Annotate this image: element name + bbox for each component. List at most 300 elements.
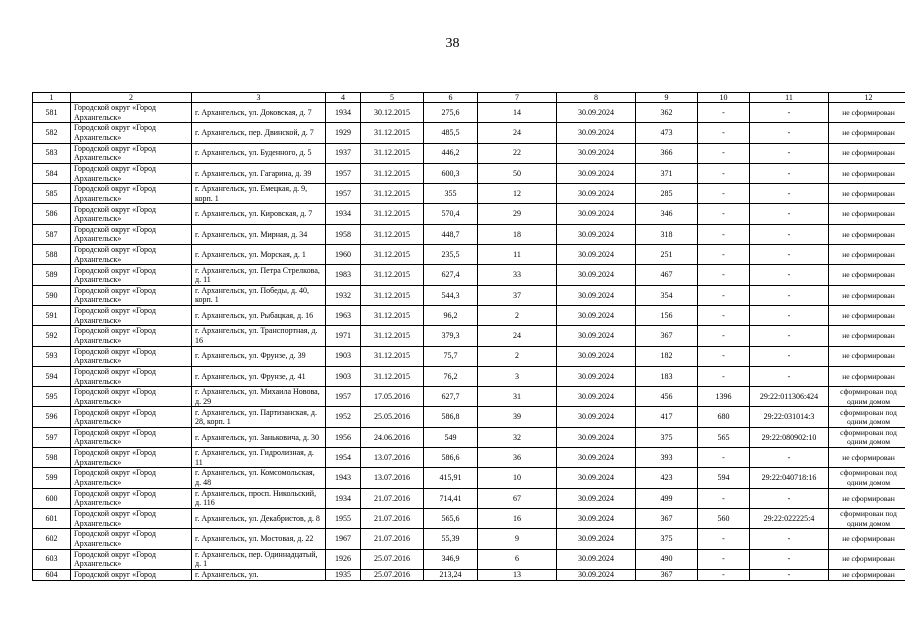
row-district: Городской округ «Город Архангельск» xyxy=(71,305,192,325)
table-body xyxy=(33,93,905,581)
row-number: 584 xyxy=(33,163,71,183)
row-status: не сформирован xyxy=(829,245,905,265)
table-row xyxy=(33,143,905,163)
row-year: 1937 xyxy=(326,143,361,163)
row-year: 1971 xyxy=(326,326,361,346)
table-row xyxy=(33,508,905,528)
row-year: 1903 xyxy=(326,366,361,386)
row-deadline: 30.09.2024 xyxy=(557,123,636,143)
row-status: не сформирован xyxy=(829,143,905,163)
column-header: 6 xyxy=(424,93,478,103)
column-header: 1 xyxy=(33,93,71,103)
row-area: 446,2 xyxy=(424,143,478,163)
row-deadline: 30.09.2024 xyxy=(557,103,636,123)
row-year: 1934 xyxy=(326,488,361,508)
table-row xyxy=(33,224,905,244)
row-cadastral-number: - xyxy=(750,326,829,346)
table-row xyxy=(33,285,905,305)
row-cadastral-number: - xyxy=(750,488,829,508)
row-residents: 36 xyxy=(478,448,557,468)
row-year: 1955 xyxy=(326,508,361,528)
row-value-9: 473 xyxy=(636,123,698,143)
table-row xyxy=(33,346,905,366)
column-header: 9 xyxy=(636,93,698,103)
row-value-10: - xyxy=(698,488,750,508)
table-row xyxy=(33,488,905,508)
row-address: г. Архангельск, пер. Одиннадцатый, д. 1 xyxy=(192,549,326,569)
row-value-10: - xyxy=(698,184,750,204)
row-address: г. Архангельск, ул. Гагарина, д. 39 xyxy=(192,163,326,183)
row-value-9: 285 xyxy=(636,184,698,204)
row-district: Городской округ «Город Архангельск» xyxy=(71,468,192,488)
row-residents: 37 xyxy=(478,285,557,305)
row-district: Городской округ «Город Архангельск» xyxy=(71,123,192,143)
table-row xyxy=(33,549,905,569)
row-status: не сформирован xyxy=(829,366,905,386)
row-cadastral-number: 29:22:080902:10 xyxy=(750,427,829,447)
row-deadline: 30.09.2024 xyxy=(557,224,636,244)
row-value-9: 367 xyxy=(636,326,698,346)
row-number: 598 xyxy=(33,448,71,468)
row-date: 31.12.2015 xyxy=(361,265,424,285)
row-number: 604 xyxy=(33,569,71,580)
row-value-10: - xyxy=(698,549,750,569)
row-number: 600 xyxy=(33,488,71,508)
row-value-9: 467 xyxy=(636,265,698,285)
row-year: 1983 xyxy=(326,265,361,285)
row-area: 55,39 xyxy=(424,529,478,549)
row-address: г. Архангельск, ул. Партизанская, д. 28, корп. 1 xyxy=(192,407,326,427)
row-address: г. Архангельск, ул. Буденного, д. 5 xyxy=(192,143,326,163)
row-address: г. Архангельск, ул. Заньковича, д. 30 xyxy=(192,427,326,447)
row-date: 25.05.2016 xyxy=(361,407,424,427)
column-header: 7 xyxy=(478,93,557,103)
row-status: не сформирован xyxy=(829,305,905,325)
page-number: 38 xyxy=(445,36,460,51)
row-year: 1935 xyxy=(326,569,361,580)
row-value-9: 318 xyxy=(636,224,698,244)
row-value-10: - xyxy=(698,103,750,123)
row-area: 379,3 xyxy=(424,326,478,346)
row-status: не сформирован xyxy=(829,265,905,285)
row-date: 31.12.2015 xyxy=(361,143,424,163)
row-residents: 24 xyxy=(478,326,557,346)
row-value-9: 499 xyxy=(636,488,698,508)
row-status: не сформирован xyxy=(829,346,905,366)
row-value-9: 417 xyxy=(636,407,698,427)
row-residents: 12 xyxy=(478,184,557,204)
row-residents: 14 xyxy=(478,103,557,123)
row-status: не сформирован xyxy=(829,488,905,508)
row-address: г. Архангельск, просп. Никольский, д. 116 xyxy=(192,488,326,508)
row-address: г. Архангельск, ул. Кировская, д. 7 xyxy=(192,204,326,224)
row-value-10: - xyxy=(698,224,750,244)
row-date: 31.12.2015 xyxy=(361,163,424,183)
row-status: сформирован под одним домом xyxy=(829,508,905,528)
row-district: Городской округ «Город Архангельск» xyxy=(71,143,192,163)
row-date: 31.12.2015 xyxy=(361,346,424,366)
row-year: 1957 xyxy=(326,163,361,183)
row-address: г. Архангельск, ул. Мостовая, д. 22 xyxy=(192,529,326,549)
column-header: 2 xyxy=(71,93,192,103)
row-district: Городской округ «Город Архангельск» xyxy=(71,163,192,183)
row-status: не сформирован xyxy=(829,326,905,346)
row-year: 1954 xyxy=(326,448,361,468)
row-district: Городской округ «Город Архангельск» xyxy=(71,427,192,447)
row-value-10: 560 xyxy=(698,508,750,528)
row-residents: 39 xyxy=(478,407,557,427)
row-value-9: 366 xyxy=(636,143,698,163)
row-district: Городской округ «Город Архангельск» xyxy=(71,407,192,427)
row-cadastral-number: - xyxy=(750,529,829,549)
row-value-10: - xyxy=(698,143,750,163)
row-cadastral-number: - xyxy=(750,549,829,569)
row-value-10: - xyxy=(698,305,750,325)
row-number: 603 xyxy=(33,549,71,569)
row-date: 31.12.2015 xyxy=(361,285,424,305)
row-deadline: 30.09.2024 xyxy=(557,508,636,528)
row-number: 601 xyxy=(33,508,71,528)
row-area: 586,6 xyxy=(424,448,478,468)
row-area: 96,2 xyxy=(424,305,478,325)
table-row xyxy=(33,569,905,580)
row-date: 31.12.2015 xyxy=(361,224,424,244)
row-date: 21.07.2016 xyxy=(361,488,424,508)
row-value-9: 371 xyxy=(636,163,698,183)
row-deadline: 30.09.2024 xyxy=(557,407,636,427)
row-residents: 24 xyxy=(478,123,557,143)
column-number-header-row xyxy=(33,93,905,103)
row-value-9: 490 xyxy=(636,549,698,569)
row-number: 588 xyxy=(33,245,71,265)
row-status: не сформирован xyxy=(829,448,905,468)
row-year: 1956 xyxy=(326,427,361,447)
row-area: 565,6 xyxy=(424,508,478,528)
row-number: 581 xyxy=(33,103,71,123)
row-year: 1957 xyxy=(326,387,361,407)
row-status: не сформирован xyxy=(829,285,905,305)
row-date: 30.12.2015 xyxy=(361,103,424,123)
row-area: 714,41 xyxy=(424,488,478,508)
row-number: 591 xyxy=(33,305,71,325)
row-address: г. Архангельск, ул. Комсомольская, д. 48 xyxy=(192,468,326,488)
row-status: не сформирован xyxy=(829,529,905,549)
row-address: г. Архангельск, ул. Рыбацкая, д. 16 xyxy=(192,305,326,325)
row-residents: 67 xyxy=(478,488,557,508)
row-number: 592 xyxy=(33,326,71,346)
row-cadastral-number: - xyxy=(750,123,829,143)
row-area: 346,9 xyxy=(424,549,478,569)
row-date: 24.06.2016 xyxy=(361,427,424,447)
column-header: 3 xyxy=(192,93,326,103)
row-cadastral-number: - xyxy=(750,184,829,204)
row-date: 31.12.2015 xyxy=(361,366,424,386)
row-date: 17.05.2016 xyxy=(361,387,424,407)
row-status: не сформирован xyxy=(829,224,905,244)
row-deadline: 30.09.2024 xyxy=(557,326,636,346)
row-year: 1963 xyxy=(326,305,361,325)
row-residents: 9 xyxy=(478,529,557,549)
row-value-10: - xyxy=(698,569,750,580)
row-address: г. Архангельск, ул. Михаила Новова, д. 29 xyxy=(192,387,326,407)
row-district: Городской округ «Город Архангельск» xyxy=(71,508,192,528)
row-cadastral-number: - xyxy=(750,346,829,366)
row-number: 590 xyxy=(33,285,71,305)
row-date: 25.07.2016 xyxy=(361,569,424,580)
row-area: 600,3 xyxy=(424,163,478,183)
row-district: Городской округ «Город Архангельск» xyxy=(71,224,192,244)
row-address: г. Архангельск, ул. Гидролизная, д. 11 xyxy=(192,448,326,468)
table-row xyxy=(33,204,905,224)
row-cadastral-number: - xyxy=(750,245,829,265)
row-date: 13.07.2016 xyxy=(361,468,424,488)
row-value-9: 393 xyxy=(636,448,698,468)
row-district: Городской округ «Город Архангельск» xyxy=(71,204,192,224)
row-residents: 10 xyxy=(478,468,557,488)
row-value-10: 1396 xyxy=(698,387,750,407)
table-row xyxy=(33,387,905,407)
table-row xyxy=(33,529,905,549)
row-status: сформирован под одним домом xyxy=(829,407,905,427)
row-date: 21.07.2016 xyxy=(361,529,424,549)
row-number: 589 xyxy=(33,265,71,285)
row-cadastral-number: 29:22:011306:424 xyxy=(750,387,829,407)
row-district: Городской округ «Город Архангельск» xyxy=(71,326,192,346)
row-cadastral-number: - xyxy=(750,163,829,183)
row-address: г. Архангельск, ул. Емецкая, д. 9, корп. 1 xyxy=(192,184,326,204)
row-value-10: - xyxy=(698,448,750,468)
row-cadastral-number: 29:22:022225:4 xyxy=(750,508,829,528)
row-date: 31.12.2015 xyxy=(361,123,424,143)
row-district: Городской округ «Город Архангельск» xyxy=(71,184,192,204)
row-cadastral-number: - xyxy=(750,285,829,305)
row-status: не сформирован xyxy=(829,103,905,123)
row-area: 627,4 xyxy=(424,265,478,285)
row-area: 76,2 xyxy=(424,366,478,386)
row-year: 1903 xyxy=(326,346,361,366)
column-header: 4 xyxy=(326,93,361,103)
row-deadline: 30.09.2024 xyxy=(557,366,636,386)
row-number: 602 xyxy=(33,529,71,549)
table-row xyxy=(33,427,905,447)
row-value-9: 183 xyxy=(636,366,698,386)
row-address: г. Архангельск, ул. Фрунзе, д. 41 xyxy=(192,366,326,386)
row-year: 1934 xyxy=(326,204,361,224)
row-district: Городской округ «Город Архангельск» xyxy=(71,265,192,285)
row-area: 75,7 xyxy=(424,346,478,366)
row-date: 31.12.2015 xyxy=(361,245,424,265)
row-year: 1943 xyxy=(326,468,361,488)
row-cadastral-number: - xyxy=(750,204,829,224)
row-number: 587 xyxy=(33,224,71,244)
table-row xyxy=(33,407,905,427)
row-address: г. Архангельск, ул. Победы, д. 40, корп. 1 xyxy=(192,285,326,305)
column-header: 10 xyxy=(698,93,750,103)
row-area: 549 xyxy=(424,427,478,447)
row-cadastral-number: - xyxy=(750,366,829,386)
table-row xyxy=(33,245,905,265)
row-area: 213,24 xyxy=(424,569,478,580)
row-deadline: 30.09.2024 xyxy=(557,265,636,285)
row-number: 594 xyxy=(33,366,71,386)
row-deadline: 30.09.2024 xyxy=(557,305,636,325)
row-status: не сформирован xyxy=(829,184,905,204)
row-residents: 3 xyxy=(478,366,557,386)
row-residents: 18 xyxy=(478,224,557,244)
row-year: 1926 xyxy=(326,549,361,569)
row-residents: 50 xyxy=(478,163,557,183)
row-value-9: 367 xyxy=(636,569,698,580)
row-value-10: - xyxy=(698,285,750,305)
row-residents: 13 xyxy=(478,569,557,580)
row-deadline: 30.09.2024 xyxy=(557,143,636,163)
column-header: 5 xyxy=(361,93,424,103)
row-value-9: 423 xyxy=(636,468,698,488)
row-value-9: 251 xyxy=(636,245,698,265)
row-status: не сформирован xyxy=(829,204,905,224)
row-cadastral-number: - xyxy=(750,569,829,580)
row-area: 544,3 xyxy=(424,285,478,305)
row-status: не сформирован xyxy=(829,569,905,580)
column-header: 11 xyxy=(750,93,829,103)
row-cadastral-number: - xyxy=(750,143,829,163)
row-address: г. Архангельск, ул. Мирная, д. 34 xyxy=(192,224,326,244)
row-district: Городской округ «Город Архангельск» xyxy=(71,529,192,549)
row-value-10: - xyxy=(698,346,750,366)
row-area: 485,5 xyxy=(424,123,478,143)
row-value-10: - xyxy=(698,326,750,346)
row-district: Городской округ «Город xyxy=(71,569,192,580)
row-area: 355 xyxy=(424,184,478,204)
row-cadastral-number: - xyxy=(750,103,829,123)
row-residents: 11 xyxy=(478,245,557,265)
row-cadastral-number: - xyxy=(750,224,829,244)
column-header: 12 xyxy=(829,93,905,103)
row-address: г. Архангельск, ул. Доковская, д. 7 xyxy=(192,103,326,123)
row-area: 570,4 xyxy=(424,204,478,224)
row-number: 583 xyxy=(33,143,71,163)
row-area: 448,7 xyxy=(424,224,478,244)
row-district: Городской округ «Город Архангельск» xyxy=(71,488,192,508)
row-district: Городской округ «Город Архангельск» xyxy=(71,448,192,468)
row-district: Городской округ «Город Архангельск» xyxy=(71,103,192,123)
row-value-9: 346 xyxy=(636,204,698,224)
row-date: 21.07.2016 xyxy=(361,508,424,528)
row-address: г. Архангельск, пер. Двинской, д. 7 xyxy=(192,123,326,143)
row-district: Городской округ «Город Архангельск» xyxy=(71,387,192,407)
row-status: сформирован под одним домом xyxy=(829,427,905,447)
row-value-9: 362 xyxy=(636,103,698,123)
row-district: Городской округ «Город Архангельск» xyxy=(71,285,192,305)
row-value-9: 354 xyxy=(636,285,698,305)
row-cadastral-number: - xyxy=(750,265,829,285)
row-residents: 16 xyxy=(478,508,557,528)
housing-registry-table xyxy=(32,92,905,581)
row-value-10: 594 xyxy=(698,468,750,488)
table-row xyxy=(33,103,905,123)
row-area: 235,5 xyxy=(424,245,478,265)
row-date: 31.12.2015 xyxy=(361,305,424,325)
row-date: 25.07.2016 xyxy=(361,549,424,569)
row-deadline: 30.09.2024 xyxy=(557,163,636,183)
row-date: 31.12.2015 xyxy=(361,184,424,204)
row-value-10: - xyxy=(698,529,750,549)
column-header: 8 xyxy=(557,93,636,103)
row-area: 415,91 xyxy=(424,468,478,488)
row-value-10: 680 xyxy=(698,407,750,427)
row-number: 596 xyxy=(33,407,71,427)
row-deadline: 30.09.2024 xyxy=(557,387,636,407)
row-district: Городской округ «Город Архангельск» xyxy=(71,549,192,569)
row-value-9: 182 xyxy=(636,346,698,366)
row-value-9: 375 xyxy=(636,427,698,447)
row-residents: 22 xyxy=(478,143,557,163)
row-number: 582 xyxy=(33,123,71,143)
table-row xyxy=(33,468,905,488)
row-address: г. Архангельск, ул. Декабристов, д. 8 xyxy=(192,508,326,528)
row-address: г. Архангельск, ул. Морская, д. 1 xyxy=(192,245,326,265)
row-year: 1960 xyxy=(326,245,361,265)
row-year: 1958 xyxy=(326,224,361,244)
row-value-9: 367 xyxy=(636,508,698,528)
row-number: 586 xyxy=(33,204,71,224)
row-number: 599 xyxy=(33,468,71,488)
row-residents: 2 xyxy=(478,346,557,366)
row-year: 1952 xyxy=(326,407,361,427)
row-residents: 32 xyxy=(478,427,557,447)
row-cadastral-number: 29:22:031014:3 xyxy=(750,407,829,427)
row-value-10: - xyxy=(698,204,750,224)
row-number: 595 xyxy=(33,387,71,407)
row-deadline: 30.09.2024 xyxy=(557,285,636,305)
table-row xyxy=(33,305,905,325)
row-value-10: - xyxy=(698,163,750,183)
row-year: 1967 xyxy=(326,529,361,549)
table-row xyxy=(33,265,905,285)
row-residents: 2 xyxy=(478,305,557,325)
row-deadline: 30.09.2024 xyxy=(557,468,636,488)
row-district: Городской округ «Город Архангельск» xyxy=(71,346,192,366)
row-status: не сформирован xyxy=(829,549,905,569)
row-value-10: - xyxy=(698,123,750,143)
row-cadastral-number: 29:22:040718:16 xyxy=(750,468,829,488)
row-deadline: 30.09.2024 xyxy=(557,448,636,468)
row-year: 1932 xyxy=(326,285,361,305)
row-residents: 29 xyxy=(478,204,557,224)
row-value-9: 375 xyxy=(636,529,698,549)
row-cadastral-number: - xyxy=(750,448,829,468)
row-number: 593 xyxy=(33,346,71,366)
table-row xyxy=(33,184,905,204)
row-date: 31.12.2015 xyxy=(361,326,424,346)
row-address: г. Архангельск, ул. xyxy=(192,569,326,580)
row-value-10: - xyxy=(698,366,750,386)
row-status: сформирован под одним домом xyxy=(829,468,905,488)
row-year: 1957 xyxy=(326,184,361,204)
row-area: 586,8 xyxy=(424,407,478,427)
row-residents: 31 xyxy=(478,387,557,407)
row-deadline: 30.09.2024 xyxy=(557,427,636,447)
row-address: г. Архангельск, ул. Транспортная, д. 16 xyxy=(192,326,326,346)
row-deadline: 30.09.2024 xyxy=(557,529,636,549)
row-number: 597 xyxy=(33,427,71,447)
row-status: не сформирован xyxy=(829,123,905,143)
row-district: Городской округ «Город Архангельск» xyxy=(71,366,192,386)
row-value-10: - xyxy=(698,245,750,265)
row-date: 13.07.2016 xyxy=(361,448,424,468)
row-year: 1929 xyxy=(326,123,361,143)
row-deadline: 30.09.2024 xyxy=(557,184,636,204)
